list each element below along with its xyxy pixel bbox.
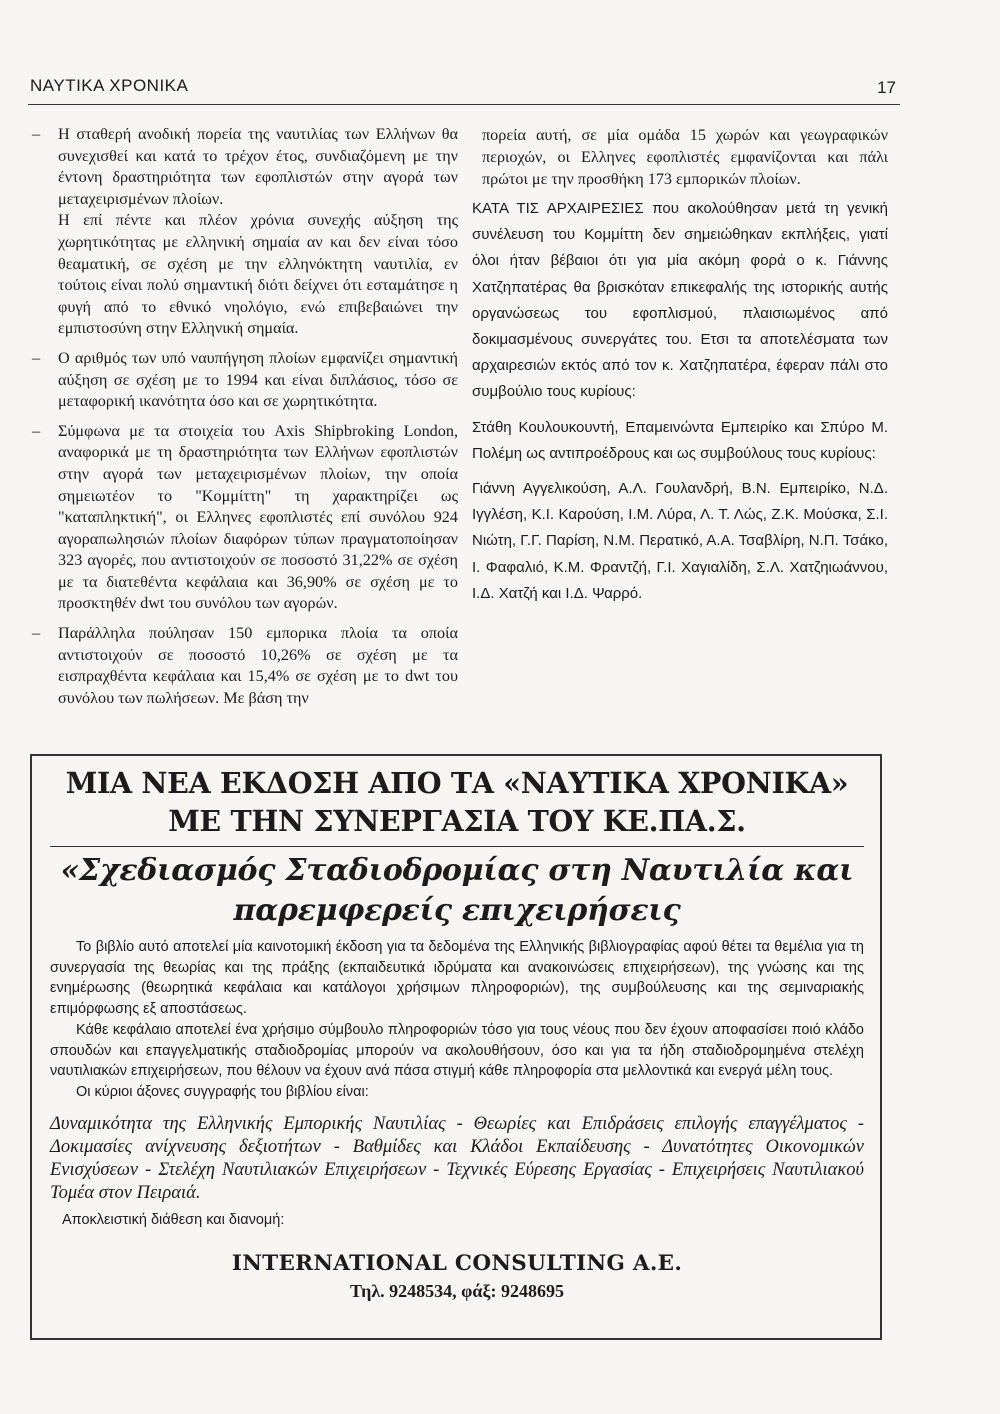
divider [50,846,864,847]
continuation-paragraph: πορεία αυτή, σε μία ομάδα 15 χωρών και γεωγραφικών περιοχών, οι Ελληνες εφοπλιστές εμφανίζονται και πάλι πρώτοι με την προσθήκη 173 εμπορικών πλοίων. [482,126,888,188]
bullet-dash: – [32,624,41,643]
book-advert-box [30,754,882,1340]
advert-paragraph: Το βιβλίο αυτό αποτελεί μία καινοτομική έκδοση για τα δεδομένα της Ελληνικής βιβλιογραφίας αφού θέτει τα θεμέλια για τη συνεργασία της θεωρίας και της πράξης (εκπαιδευτικά ιδρύματα και ανακοινώσεις επιχειρήσεων), της γνώσης και της ενημέρωσης (θεωρητικά κεφάλαια και κατάλογοι χρήσιμων πληροφοριών), της συμβούλευσης και της σεμιναριακής επιμόρφωσης εξ αποστάσεως. [50,939,864,1018]
right-column [472,124,888,616]
advert-paragraph: Οι κύριοι άξονες συγγραφής του βιβλίου είναι: [76,1083,369,1100]
company-name: INTERNATIONAL CONSULTING A.E. [231,1250,683,1276]
publication-title: ΝΑΥΤΙΚΑ ΧΡΟΝΙΚΑ [30,76,189,95]
bullet-dash: – [32,421,41,440]
advert-body [50,937,864,1103]
bullet-dash: – [32,348,41,367]
list-item [28,348,458,413]
advert-heading-line1: ΜΙΑ ΝΕΑ ΕΚΔΟΣΗ ΑΠΟ ΤΑ «ΝΑΥΤΙΚΑ ΧΡΟΝΙΚΑ» [65,766,849,800]
distribution-label: Αποκλειστική διάθεση και διανομή: [62,1211,285,1228]
book-title-line2: παρεμφερείς επιχειρήσεις [233,893,681,928]
vice-presidents-paragraph: Στάθη Κουλουκουντή, Επαμεινώντα Εμπειρίκο και Σπύρο Μ. Πολέμη ως αντιπροέδρους και ως συμβούλους τους κυρίους: [472,418,888,462]
paragraph: Σύμφωνα με τα στοιχεία του Axis Shipbroking London, αναφορικά με τη δραστηριότητα των Ελλήνων εφοπλιστών στην αγορά των μεταχειρισμένων πλοίων, την οποία σημειωτέον το "Κομμίττη" τη χαρακτηρίζει ως "καταπληκτική", οι Ελληνες εφοπλιστές επί συνόλου 924 αγοραπωλησιών πλοίων διαφόρων τύπων πραγματοποίησαν 323 αγορές, που αντιστοιχούν σε ποσοστό 31,22% σε σχέση με τα διατεθέντα κεφάλαια και 36,90% σε σχέση με το προσκτηθέν dwt του συνόλου των αγορών. [58,421,458,613]
paragraph: Παράλληλα πούλησαν 150 εμπορικα πλοία τα οποία αντιστοιχούν σε ποσοστό 10,26% σε σχέση με τα εισπραχθέντα κεφάλαια και 15,4% σε σχέση με το dwt του συνόλου των πωλήσεων. Με βάση την [58,624,458,707]
advert-heading-line2: ΜΕ ΤΗΝ ΣΥΝΕΡΓΑΣΙΑ ΤΟΥ ΚΕ.ΠΑ.Σ. [168,804,746,838]
paragraph: Η σταθερή ανοδική πορεία της ναυτιλίας των Ελλήνων θα συνεχισθεί και κατά το τρέχον έτος, συνδιαζόμενη με την έντονη δραστηριότητα των εφοπλιστών στην αγορά των μεταχειρισμένων πλοίων. [58,125,458,208]
list-item [28,421,458,615]
elections-paragraph: ΚΑΤΑ ΤΙΣ ΑΡΧΑΙΡΕΣΙΕΣ που ακολούθησαν μετά τη γενική συνέλευση του Κομμίττη δεν σημειώθηκαν εκπλήξεις, γιατί όλοι ήταν βέβαιοι ότι για μία ακόμη φορά ο κ. Γιάννης Χατζηπατέρας θα βρισκόταν επικεφαλής της ιστορικής αυτής οργανώσεως του εφοπλισμού, πλαισιωμένος από δοκιμασμένους συνεργάτες του. Ετσι τα αποτελέσματα των αρχαιρεσιών εκτός από τον κ. Χατζηπατέρα, έφεραν πάλι στο συμβούλιο τους κυρίους: [472,200,888,401]
contact-phone: Τηλ. 9248534, φάξ: 9248695 [350,1280,564,1301]
paragraph: Η επί πέντε και πλέον χρόνια συνεχής αύξηση της χωρητικότητας με ελληνική σημαία αν και δεν είναι τόσο θεαματική, σε σχέση με την ελληνόκτητη ναυτιλία, εν τούτοις είναι πολύ σημαντική διότι δείχνει ότι εσταμάτησε η φυγή από το εθνικό νηολόγιο, ενώ επιβεβαιώνει την εμπιστοσύνη στην Ελληνική σημαία. [58,211,458,338]
paragraph: Ο αριθμός των υπό ναυπήγηση πλοίων εμφανίζει σημαντική αύξηση σε σχέση με το 1994 και είναι διπλάσιος, τόσο σε μεταφορική ικανότητα όσο και σε χωρητικότητα. [58,348,458,411]
left-column [28,124,458,717]
list-item [28,623,458,709]
list-item [28,124,458,340]
page-number: 17 [877,78,896,97]
advert-paragraph: Κάθε κεφάλαιο αποτελεί ένα χρήσιμο σύμβουλο πληροφοριών τόσο για τους νέους που δεν έχουν αποφασίσει ποιό κλάδο σπουδών και επαγγελματικής σταδιοδρομίας μπορούν να ακολουθήσουν, όσο και για τα ήδη σταδιοδρομημένα στελέχη ναυτιλιακών επιχειρήσεων, που θέλουν να έχουν ανά πάσα στιγμή κάθε πληροφορία στα μελλοντικά και ενεργά μέλη τους. [50,1021,864,1080]
page-header [28,74,900,105]
board-members-paragraph: Γιάννη Αγγελικούση, Α.Λ. Γουλανδρή, Β.Ν. Εμπειρίκο, Ν.Δ. Ιγγλέση, Κ.Ι. Καρούση, Ι.Μ. Λύρα, Λ. Τ. Λώς, Ζ.Κ. Μούσκα, Σ.Ι. Νιώτη, Γ.Γ. Παρίση, Ν.Μ. Περατικό, Α.Α. Τσαβλίρη, Ν.Π. Τσάκο, Ι. Φαφαλιό, Κ.Μ. Φραντζή, Γ.Ι. Χαγιαλίδη, Σ.Λ. Χατζηιωάννου, Ι.Δ. Χατζή και Ι.Δ. Ψαρρό. [472,480,888,602]
book-axes-list: Δυναμικότητα της Ελληνικής Εμπορικής Ναυτιλίας - Θεωρίες και Επιδράσεις επιλογής επαγγέλματος - Δοκιμασίες ανίχνευσης δεξιοτήτων - Βαθμίδες και Κλάδοι Εκπαίδευσης - Δυνατότητες Οικονομικών Ενισχύσεων - Στελέχη Ναυτιλιακών Επιχειρήσεων - Τεχνικές Εύρεσης Εργασίας - Επιχειρήσεις Ναυτιλιακού Τομέα στον Πειραιά. [50,1113,864,1203]
book-title-line1: «Σχεδιασμός Σταδιοδρομίας στη Ναυτιλία και [60,853,854,888]
bullet-dash: – [32,125,41,143]
